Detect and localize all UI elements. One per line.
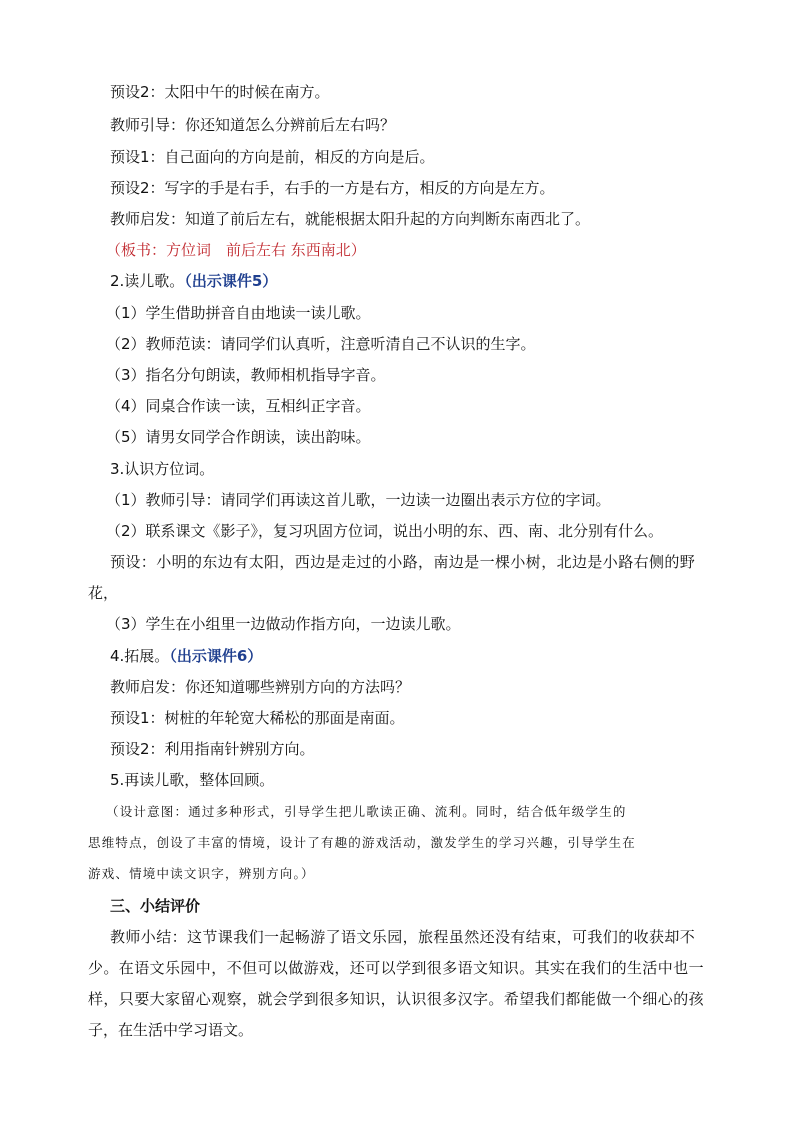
text-line: 子，在生活中学习语文。: [88, 1021, 254, 1039]
text-line: （4）同桌合作读一读，互相纠正字音。: [106, 397, 371, 415]
section-title: 三、小结评价: [110, 897, 201, 915]
design-intent: 思维特点，创设了丰富的情境，设计了有趣的游戏活动，激发学生的学习兴趣，引导学生在: [88, 835, 637, 850]
step-label: 2.读儿歌。: [110, 272, 185, 290]
courseware-note: （出示课件6）: [169, 647, 263, 665]
text-line: （2）联系课文《影子》，复习巩固方位词，说出小明的东、西、南、北分别有什么。: [106, 522, 664, 540]
text-line: 教师引导：你还知道怎么分辨前后左右吗？: [110, 116, 396, 134]
text-line: 预设：小明的东边有太阳，西边是走过的小路，南边是一棵小树，北边是小路右侧的野: [110, 553, 696, 571]
text-line: （3）学生在小组里一边做动作指方向，一边读儿歌。: [106, 615, 461, 633]
section-heading: 5.再读儿歌，整体回顾。: [110, 771, 275, 789]
design-intent: （设计意图：通过多种形式，引导学生把儿歌读正确、流利。同时，结合低年级学生的: [106, 804, 627, 819]
text-line: 花，: [88, 584, 119, 602]
text-line: 预设2：利用指南针辨别方向。: [110, 740, 315, 758]
section-heading: [110, 646, 262, 666]
text-line: 教师启发：你还知道哪些辨别方向的方法吗？: [110, 678, 411, 696]
text-line: （2）教师范读：请同学们认真听，注意听清自己不认识的生字。: [106, 335, 536, 353]
text-line: 少。在语文乐园中，不但可以做游戏，还可以学到很多语文知识。其实在我们的生活中也一: [88, 959, 705, 977]
text-line: （1）教师引导：请同学们再读这首儿歌，一边读一边圈出表示方位的字词。: [106, 491, 611, 509]
text-line: 预设1：树桩的年轮宽大稀松的那面是南面。: [110, 709, 405, 727]
text-line: 教师启发：知道了前后左右，就能根据太阳升起的方向判断东南西北了。: [110, 210, 591, 228]
section-heading: [110, 271, 277, 291]
text-line: 预设2：太阳中午的时候在南方。: [110, 83, 330, 101]
text-line: 预设2：写字的手是右手，右手的一方是右方，相反的方向是左方。: [110, 179, 555, 197]
text-line: （3）指名分句朗读，教师相机指导字音。: [106, 366, 386, 384]
courseware-note: （出示课件5）: [184, 272, 278, 290]
blackboard-note: （板书：方位词 前后左右 东西南北）: [106, 241, 366, 259]
section-heading: 3.认识方位词。: [110, 460, 215, 478]
text-line: （1）学生借助拼音自由地读一读儿歌。: [106, 304, 371, 322]
text-line: 教师小结：这节课我们一起畅游了语文乐园，旅程虽然还没有结束，可我们的收获却不: [110, 928, 696, 946]
text-line: （5）请男女同学合作朗读，读出韵味。: [106, 428, 371, 446]
text-line: 预设1：自己面向的方向是前，相反的方向是后。: [110, 148, 435, 166]
step-label: 4.拓展。: [110, 647, 170, 665]
design-intent: 游戏、情境中读文识字，辨别方向。）: [88, 866, 315, 881]
text-line: 样，只要大家留心观察，就会学到很多知识，认识很多汉字。希望我们都能做一个细心的孩: [88, 990, 705, 1008]
